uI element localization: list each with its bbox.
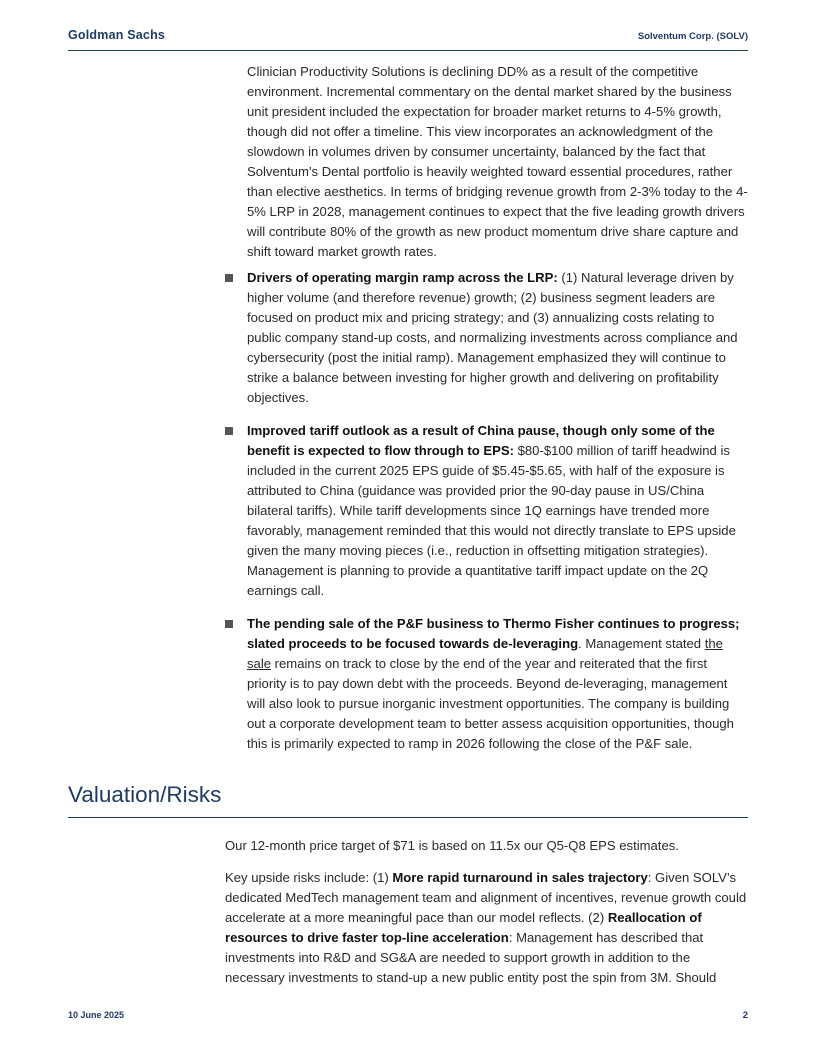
section-title: Valuation/Risks xyxy=(68,782,222,807)
continued-paragraph: Clinician Productivity Solutions is declining DD% as a result of the competitive environment. Incremental commentary on the dental market shared by the business unit president included the expectation for broader market returns to 4-5% growth, though did not offer a timeline. This view incorporates an acknowledgment of the slowdown in volumes driven by consumer uncertainty, balanced by the fact that Solventum’s Dental portfolio is heavily weighted toward essential procedures, rather than elective aesthetics. In terms of bridging revenue growth from 2-3% today to the 4-5% LRP in 2028, management continues to expect that the five leading growth drivers will contribute 80% of the growth as new product momentum drive share capture and shift toward market growth rates. xyxy=(247,64,748,259)
square-bullet-icon xyxy=(225,274,233,282)
square-bullet-icon xyxy=(225,620,233,628)
risk-heading-1: More rapid turnaround in sales trajectory xyxy=(392,870,648,885)
bullet-section xyxy=(247,62,749,767)
brand-name: Goldman Sachs xyxy=(68,28,166,42)
risk-text-2: : Management has described that investments into R&D and SG&A are needed to support growth in addition to the necessary investments to stand-up a new public entity post the spin from 3M. Should xyxy=(225,930,717,985)
header-divider xyxy=(68,50,748,51)
company-ticker: Solventum Corp. (SOLV) xyxy=(637,31,748,42)
valuation-section xyxy=(225,836,749,1000)
bullet-text-lead: . Management stated xyxy=(578,636,705,651)
section-divider xyxy=(68,817,748,818)
price-target-paragraph: Our 12-month price target of $71 is based on 11.5x our Q5-Q8 EPS estimates. xyxy=(225,838,679,853)
the-sale-link[interactable]: the sale xyxy=(247,636,723,671)
report-date: 10 June 2025 xyxy=(68,1010,125,1020)
bullet-item xyxy=(247,614,749,754)
risk-text-1: : Given SOLV’s dedicated MedTech management team and alignment of incentives, revenue growth could accelerate at a more meaningful pace than our model reflects. (2) xyxy=(225,870,747,925)
risk-heading-2: Reallocation of resources to drive faster top-line acceleration xyxy=(225,910,702,945)
risks-intro: Key upside risks include: (1) xyxy=(225,870,393,885)
upside-risks-paragraph xyxy=(225,868,749,988)
bullet-text: $80-$100 million of tariff headwind is included in the current 2025 EPS guide of $5.45-$5.65, with half of the exposure is attributed to China (guidance was provided prior the 90-day pause in US/China bilateral tariffs). While tariff developments since 1Q earnings have trended more favorably, management reminded that this would not directly translate to EPS upside given the many moving pieces (i.e., reduction in offsetting mitigation strategies). Management is planning to provide a quantitative tariff impact update on the 2Q earnings call. xyxy=(247,443,736,598)
bullet-heading: Improved tariff outlook as a result of China pause, though only some of the benefit is expected to flow through to EPS: xyxy=(247,423,715,458)
square-bullet-icon xyxy=(225,427,233,435)
bullet-heading: Drivers of operating margin ramp across the LRP: xyxy=(247,270,558,285)
bullet-item xyxy=(247,268,749,408)
page-number: 2 xyxy=(742,1010,748,1021)
bullet-heading: The pending sale of the P&F business to Thermo Fisher continues to progress; slated proceeds to be focused towards de-leveraging xyxy=(247,616,740,651)
bullet-text: remains on track to close by the end of the year and reiterated that the first priority is to pay down debt with the proceeds. Beyond de-leveraging, management will also look to pursue inorganic investment opportunities. The company is building out a corporate development team to better assess acquisition opportunities, though this is primarily expected to ramp in 2026 following the close of the P&F sale. xyxy=(247,656,734,751)
bullet-item xyxy=(247,421,749,601)
bullet-text: (1) Natural leverage driven by higher volume (and therefore revenue) growth; (2) business segment leaders are focused on product mix and pricing strategy; and (3) annualizing costs relating to public company stand-up costs, and normalizing investments across compliance and cybersecurity (post the initial ramp). Management emphasized they will continue to strike a balance between investing for higher growth and delivering on profitability objectives. xyxy=(247,270,738,405)
